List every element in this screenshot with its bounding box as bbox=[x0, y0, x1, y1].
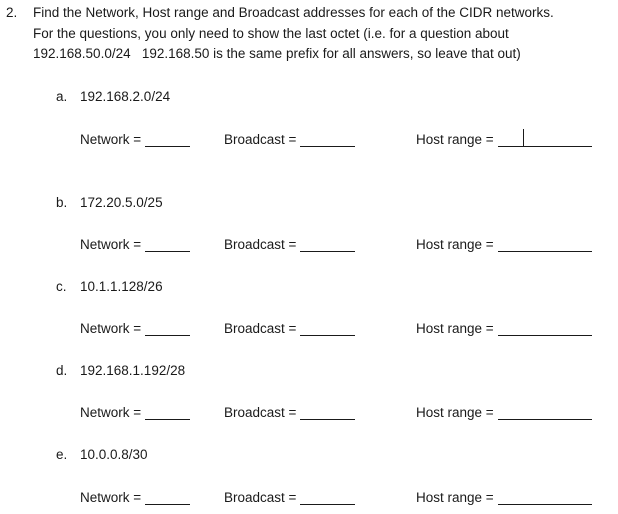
question-text-line-1: Find the Network, Host range and Broadcast addresses for each of the CIDR networks. bbox=[33, 5, 554, 20]
broadcast-label: Broadcast = bbox=[224, 405, 297, 420]
broadcast-blank-e[interactable] bbox=[300, 489, 355, 505]
host-range-blank-a[interactable] bbox=[498, 131, 592, 147]
answer-row-b bbox=[0, 236, 618, 256]
item-letter-a: a. bbox=[56, 89, 68, 104]
question-text-line-3: 192.168.50.0/24 192.168.50 is the same prefix for all answers, so leave that out) bbox=[33, 46, 521, 61]
network-field-d bbox=[80, 404, 190, 420]
host-range-field-a bbox=[416, 131, 592, 147]
network-label: Network = bbox=[80, 132, 142, 147]
item-cidr-d: 192.168.1.192/28 bbox=[80, 363, 186, 378]
broadcast-label: Broadcast = bbox=[224, 132, 297, 147]
host-range-label: Host range = bbox=[416, 490, 494, 505]
host-range-blank-c[interactable] bbox=[498, 320, 592, 336]
answer-row-d bbox=[0, 404, 618, 424]
network-label: Network = bbox=[80, 321, 142, 336]
broadcast-blank-d[interactable] bbox=[300, 404, 355, 420]
network-blank-c[interactable] bbox=[145, 320, 190, 336]
broadcast-field-b bbox=[224, 236, 355, 252]
broadcast-field-a bbox=[224, 131, 355, 147]
item-cidr-c: 10.1.1.128/26 bbox=[80, 279, 163, 294]
network-label: Network = bbox=[80, 490, 142, 505]
item-cidr-e: 10.0.0.8/30 bbox=[80, 447, 148, 462]
network-blank-d[interactable] bbox=[145, 404, 190, 420]
item-cidr-a: 192.168.2.0/24 bbox=[80, 89, 171, 104]
answer-row-a bbox=[0, 131, 618, 151]
host-range-label: Host range = bbox=[416, 405, 494, 420]
item-letter-e: e. bbox=[56, 447, 68, 462]
item-cidr-b: 172.20.5.0/25 bbox=[80, 195, 163, 210]
answer-row-c bbox=[0, 320, 618, 340]
answer-row-e bbox=[0, 489, 618, 509]
host-range-blank-b[interactable] bbox=[498, 236, 592, 252]
host-range-field-d bbox=[416, 404, 592, 420]
host-range-field-e bbox=[416, 489, 592, 505]
text-cursor bbox=[523, 129, 524, 146]
network-blank-e[interactable] bbox=[145, 489, 190, 505]
broadcast-label: Broadcast = bbox=[224, 490, 297, 505]
broadcast-label: Broadcast = bbox=[224, 237, 297, 252]
broadcast-label: Broadcast = bbox=[224, 321, 297, 336]
item-letter-d: d. bbox=[56, 363, 68, 378]
item-letter-c: c. bbox=[56, 279, 67, 294]
host-range-label: Host range = bbox=[416, 132, 494, 147]
host-range-blank-d[interactable] bbox=[498, 404, 592, 420]
network-label: Network = bbox=[80, 237, 142, 252]
network-field-b bbox=[80, 236, 190, 252]
item-letter-b: b. bbox=[56, 195, 68, 210]
network-field-a bbox=[80, 131, 190, 147]
network-field-c bbox=[80, 320, 190, 336]
host-range-label: Host range = bbox=[416, 237, 494, 252]
question-text-line-2: For the questions, you only need to show the last octet (i.e. for a question about bbox=[33, 26, 509, 41]
broadcast-blank-c[interactable] bbox=[300, 320, 355, 336]
broadcast-blank-b[interactable] bbox=[300, 236, 355, 252]
host-range-field-c bbox=[416, 320, 592, 336]
network-field-e bbox=[80, 489, 190, 505]
question-number: 2. bbox=[6, 5, 18, 20]
broadcast-blank-a[interactable] bbox=[300, 131, 355, 147]
host-range-label: Host range = bbox=[416, 321, 494, 336]
host-range-blank-e[interactable] bbox=[498, 489, 592, 505]
network-label: Network = bbox=[80, 405, 142, 420]
broadcast-field-c bbox=[224, 320, 355, 336]
network-blank-a[interactable] bbox=[145, 131, 190, 147]
network-blank-b[interactable] bbox=[145, 236, 190, 252]
broadcast-field-e bbox=[224, 489, 355, 505]
broadcast-field-d bbox=[224, 404, 355, 420]
host-range-field-b bbox=[416, 236, 592, 252]
